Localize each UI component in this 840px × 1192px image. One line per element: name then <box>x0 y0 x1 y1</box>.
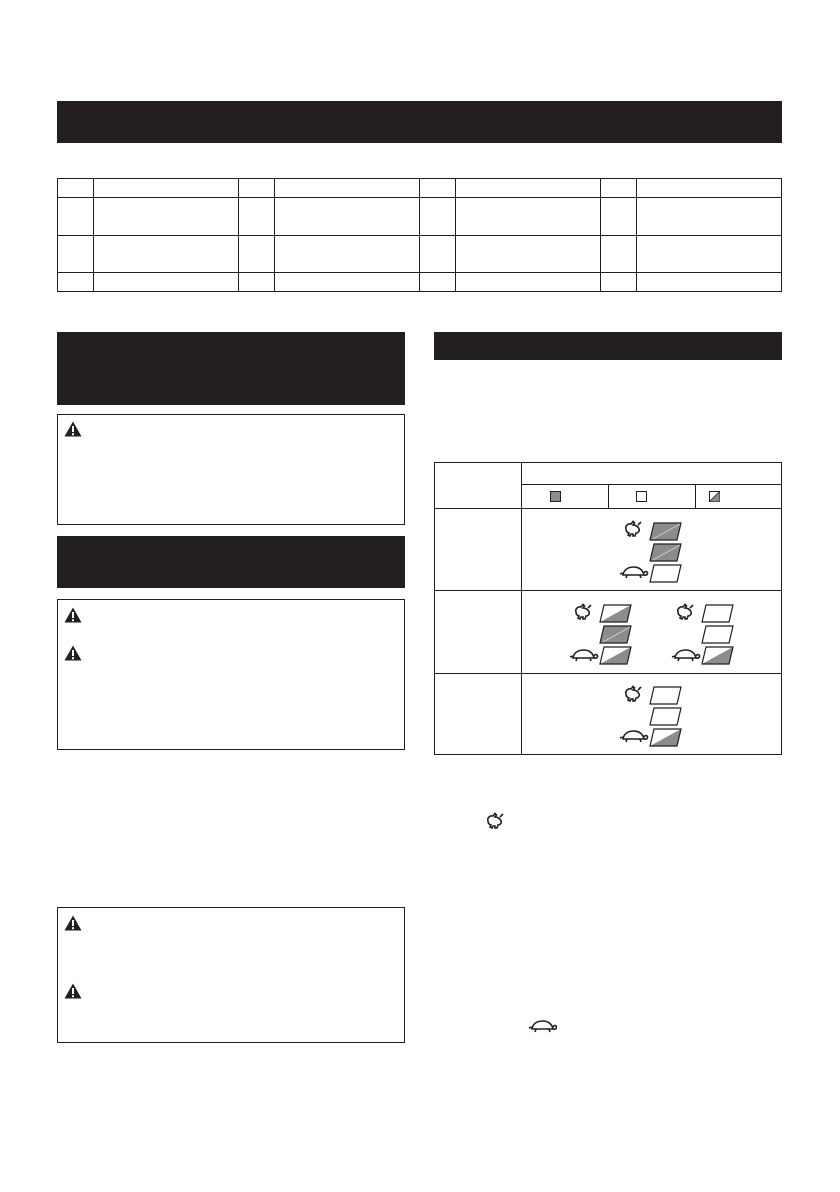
turtle-icon <box>529 1018 557 1034</box>
lamp-lit <box>600 626 631 643</box>
rabbit-icon <box>626 687 641 702</box>
lamp-blink <box>600 647 631 664</box>
turtle-icon <box>620 731 648 742</box>
turtle-icon <box>570 650 598 661</box>
lamp-blink <box>600 605 631 622</box>
lamp-lit <box>650 523 681 540</box>
lamp-off <box>650 708 681 725</box>
rabbit-icon <box>576 605 591 620</box>
lamp-lit <box>650 544 681 561</box>
lamp-off <box>702 626 733 643</box>
lamp-off <box>650 687 681 704</box>
lamp-off <box>650 565 681 582</box>
rabbit-icon <box>626 522 641 537</box>
rabbit-icon <box>678 605 693 620</box>
lamp-blink <box>702 647 733 664</box>
turtle-icon <box>672 650 700 661</box>
lamp-blink <box>650 729 681 746</box>
turtle-icon <box>620 567 648 578</box>
rabbit-icon <box>484 812 506 832</box>
lamp-off <box>702 605 733 622</box>
